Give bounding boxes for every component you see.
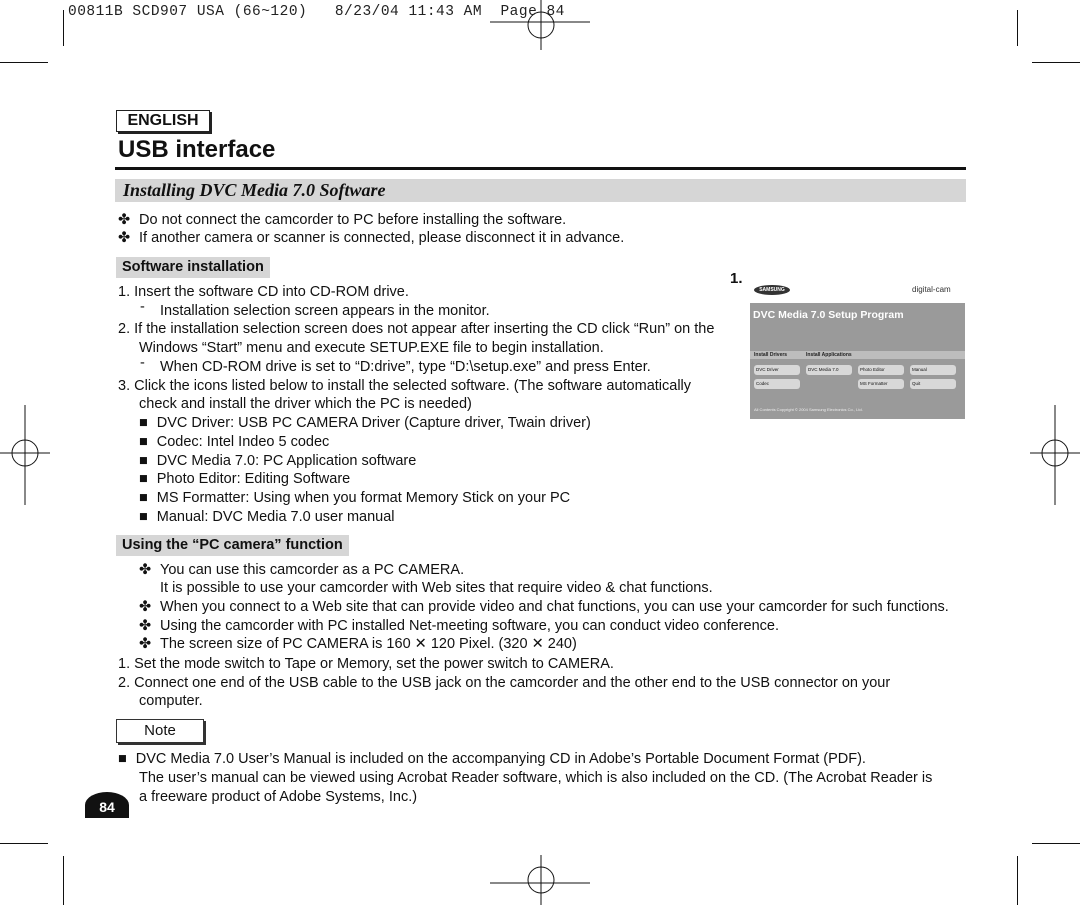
print-header: 00811B SCD907 USA (66~120) 8/23/04 11:43 AM Page 84 [68,4,565,20]
cross-bullet-icon: ✤ [118,212,131,228]
crop-mark [63,10,64,46]
page-title: USB interface [118,136,276,163]
step-line: 1. Insert the software CD into CD-ROM drive. [118,284,409,300]
pc-camera-note: ✤ Using the camcorder with PC installed Net-meeting software, you can conduct video conference. [139,618,779,634]
square-bullet-icon: ■ [139,453,148,469]
page-number: 84 [85,792,129,818]
intro-note: ✤ If another camera or scanner is connected, please disconnect it in advance. [118,230,625,246]
title-rule [115,167,966,170]
cross-bullet-icon: ✤ [139,618,152,634]
codec-button[interactable]: Codec [754,379,800,389]
cross-bullet-icon: ✤ [118,230,131,246]
square-bullet-icon: ■ [139,434,148,450]
section-title: Installing DVC Media 7.0 Software [123,180,386,200]
software-item: ■ Manual: DVC Media 7.0 user manual [139,509,395,525]
photo-editor-button[interactable]: Photo Editor [858,365,904,375]
step-line: 2. Connect one end of the USB cable to the USB jack on the camcorder and the other end to the USB connector on your [118,675,891,691]
note-label: Note [116,719,204,743]
quit-button[interactable]: Quit [910,379,956,389]
square-bullet-icon: ■ [139,509,148,525]
samsung-logo: SAMSUNG [754,285,790,295]
step-line: 2. If the installation selection screen does not appear after inserting the CD click “Run” on the [118,321,715,337]
intro-note: ✤ Do not connect the camcorder to PC before installing the software. [118,212,567,228]
sub-step-line: - When CD-ROM drive is set to “D:drive”, type “D:\setup.exe” and press Enter. [140,355,651,375]
cross-bullet-icon: ✤ [139,599,152,615]
square-bullet-icon: ■ [118,751,127,767]
crop-mark [0,62,48,63]
install-drivers-label: Install Drivers [754,352,788,358]
install-apps-label: Install Applications [806,352,852,358]
pc-camera-note: ✤ The screen size of PC CAMERA is 160 ✕ 120 Pixel. (320 ✕ 240) [139,636,577,652]
pc-camera-note: It is possible to use your camcorder with Web sites that require video & chat functions. [160,580,713,596]
crop-mark [1017,856,1018,905]
figure-label: 1. [730,270,743,287]
software-item: ■ DVC Media 7.0: PC Application software [139,453,417,469]
setup-program-screenshot [750,277,965,419]
screenshot-copyright: All Contents Copyright © 2004 Samsung Electronics Co., Ltd. [754,407,863,412]
step-line: Windows “Start” menu and execute SETUP.EXE file to begin installation. [139,340,604,356]
square-bullet-icon: ■ [139,471,148,487]
software-installation-heading: Software installation [116,257,270,278]
crop-mark [63,856,64,905]
crop-mark [0,843,48,844]
software-item: ■ Photo Editor: Editing Software [139,471,351,487]
note-line: The user’s manual can be viewed using Acrobat Reader software, which is also included on the CD. (The Acrobat Reader is [139,770,933,786]
digital-cam-logo: digital-cam [912,285,951,294]
pc-camera-heading: Using the “PC camera” function [116,535,349,556]
manual-button[interactable]: Manual [910,365,956,375]
crop-mark [1032,62,1080,63]
software-item: ■ Codec: Intel Indeo 5 codec [139,434,330,450]
note-line: a freeware product of Adobe Systems, Inc.) [139,789,418,805]
square-bullet-icon: ■ [139,415,148,431]
step-line: computer. [139,693,203,709]
pc-camera-note: ✤ You can use this camcorder as a PC CAMERA. [139,562,465,578]
step-line: 1. Set the mode switch to Tape or Memory, set the power switch to CAMERA. [118,656,614,672]
ms-formatter-button[interactable]: MS Formatter [858,379,904,389]
dvc-media-button[interactable]: DVC Media 7.0 [806,365,852,375]
note-line: ■ DVC Media 7.0 User’s Manual is included on the accompanying CD in Adobe’s Portable Document Format (PDF). [118,751,866,767]
square-bullet-icon: ■ [139,490,148,506]
crop-mark [1032,843,1080,844]
screenshot-title: DVC Media 7.0 Setup Program [753,309,904,321]
step-line: 3. Click the icons listed below to install the selected software. (The software automatically [118,378,692,394]
cross-bullet-icon: ✤ [139,562,152,578]
software-item: ■ MS Formatter: Using when you format Memory Stick on your PC [139,490,571,506]
dvc-driver-button[interactable]: DVC Driver [754,365,800,375]
registration-mark-icon [1030,405,1080,505]
registration-mark-icon [0,405,50,505]
pc-camera-note: ✤ When you connect to a Web site that can provide video and chat functions, you can use your camcorder for such functions. [139,599,949,615]
language-label: ENGLISH [116,110,210,132]
software-item: ■ DVC Driver: USB PC CAMERA Driver (Capture driver, Twain driver) [139,415,591,431]
cross-bullet-icon: ✤ [139,636,152,652]
step-line: check and install the driver which the PC is needed) [139,396,472,412]
sub-step-line: - Installation selection screen appears in the monitor. [140,299,490,319]
registration-mark-icon [490,855,590,905]
crop-mark [1017,10,1018,46]
